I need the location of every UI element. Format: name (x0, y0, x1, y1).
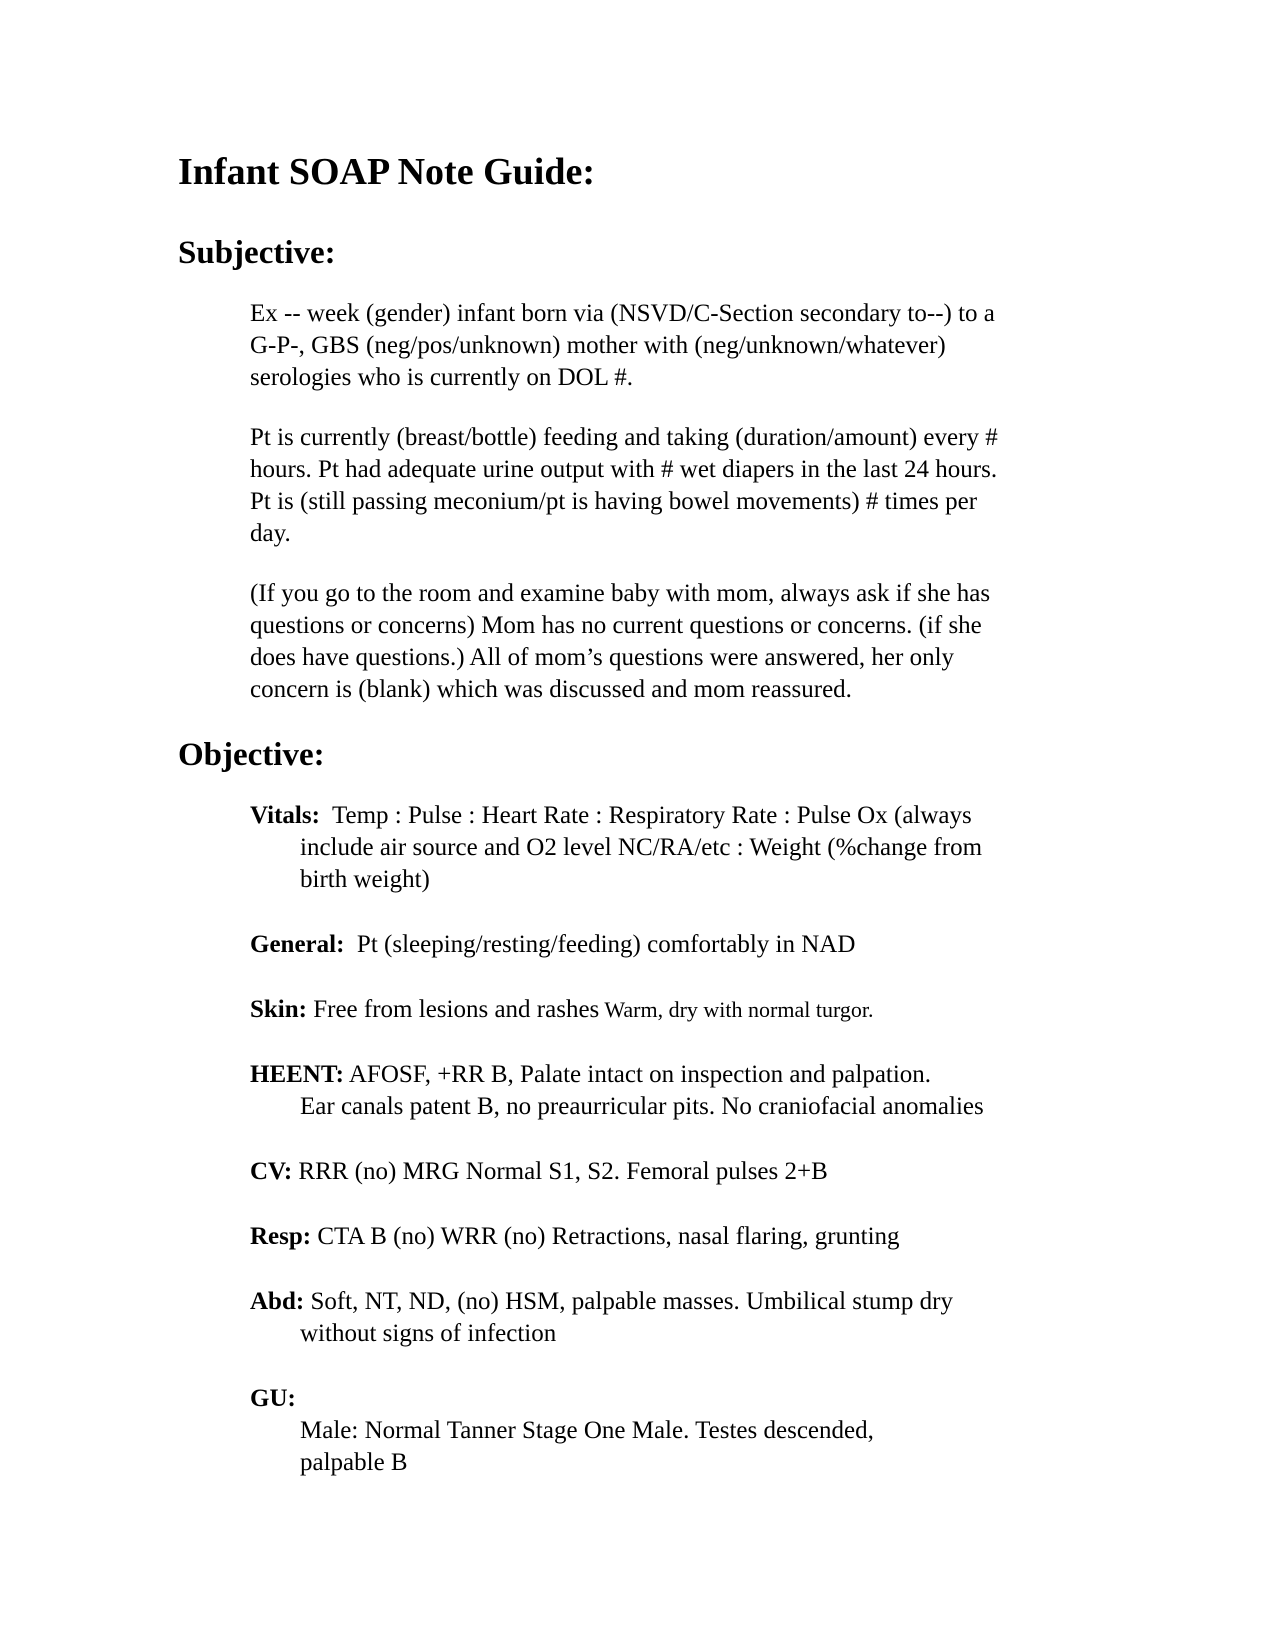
entry-label-skin: Skin: (250, 996, 307, 1023)
text-line: concern is (blank) which was discussed and mom reassured. (250, 676, 852, 703)
subjective-paragraph-3 (250, 578, 1155, 706)
entry-label-cv: CV: (250, 1158, 293, 1185)
objective-entry-heent (250, 1059, 1155, 1123)
text-line (250, 1221, 1155, 1253)
objective-entry-vitals (250, 800, 1155, 896)
text-line: birth weight) (300, 866, 430, 893)
objective-entry-cv (250, 1156, 1155, 1188)
text-line: include air source and O2 level NC/RA/etc : Weight (%change from (300, 834, 983, 861)
objective-entry-gu (250, 1383, 1155, 1479)
entry-text: CTA B (no) WRR (no) Retractions, nasal flaring, grunting (311, 1223, 900, 1250)
document-title: Infant SOAP Note Guide: (178, 151, 595, 193)
text-line: does have questions.) All of mom’s questions were answered, her only (250, 644, 955, 671)
entry-label-abd: Abd: (250, 1288, 305, 1315)
text-line (250, 994, 1155, 1026)
entry-text-small: Warm, dry with normal turgor. (599, 997, 874, 1022)
text-line: Pt is (still passing meconium/pt is having bowel movements) # times per (250, 488, 978, 515)
entry-label-heent: HEENT: (250, 1061, 344, 1088)
subjective-section (178, 298, 1155, 706)
text-line: Pt is currently (breast/bottle) feeding and taking (duration/amount) every # (250, 424, 998, 451)
text-line: palpable B (300, 1449, 408, 1476)
entry-label-gu: GU: (250, 1385, 296, 1412)
text-line: serologies who is currently on DOL #. (250, 364, 634, 391)
text-line: questions or concerns) Mom has no current questions or concerns. (if she (250, 612, 982, 639)
entry-text: AFOSF, +RR B, Palate intact on inspection and palpation. (344, 1061, 932, 1088)
entry-text: Temp : Pulse : Heart Rate : Respiratory Rate : Pulse Ox (always (319, 802, 972, 829)
text-line: (If you go to the room and examine baby with mom, always ask if she has (250, 580, 991, 607)
objective-section (178, 800, 1155, 1479)
entry-label-vitals: Vitals: (250, 802, 320, 829)
objective-entry-skin (250, 994, 1155, 1026)
text-line: hours. Pt had adequate urine output with # wet diapers in the last 24 hours. (250, 456, 998, 483)
text-line (250, 800, 1155, 832)
text-line (250, 1156, 1155, 1188)
text-line: without signs of infection (300, 1320, 557, 1347)
entry-text: Pt (sleeping/resting/feeding) comfortably in NAD (344, 931, 856, 958)
text-line: Ear canals patent B, no preaurricular pits. No craniofacial anomalies (300, 1093, 984, 1120)
subjective-paragraph-1 (250, 298, 1155, 394)
text-line: Ex -- week (gender) infant born via (NSVD/C-Section secondary to--) to a (250, 300, 995, 327)
entry-label-general: General: (250, 931, 345, 958)
objective-entry-abd (250, 1286, 1155, 1350)
section-heading-objective: Objective: (178, 737, 325, 773)
entry-text: Free from lesions and rashes (306, 996, 600, 1023)
entry-label-resp: Resp: (250, 1223, 312, 1250)
objective-entry-resp (250, 1221, 1155, 1253)
entry-text: Soft, NT, ND, (no) HSM, palpable masses. Umbilical stump dry (304, 1288, 953, 1315)
text-line (250, 1286, 1155, 1318)
text-line: G-P-, GBS (neg/pos/unknown) mother with (neg/unknown/whatever) (250, 332, 946, 359)
text-line: Male: Normal Tanner Stage One Male. Testes descended, (300, 1417, 874, 1444)
objective-entry-general (250, 929, 1155, 961)
subjective-paragraph-2 (250, 422, 1155, 550)
text-line: day. (250, 520, 291, 547)
section-heading-subjective: Subjective: (178, 235, 336, 271)
text-line (250, 929, 1155, 961)
text-line (250, 1059, 1155, 1091)
text-line (250, 1383, 1155, 1415)
entry-text: RRR (no) MRG Normal S1, S2. Femoral pulses 2+B (292, 1158, 828, 1185)
